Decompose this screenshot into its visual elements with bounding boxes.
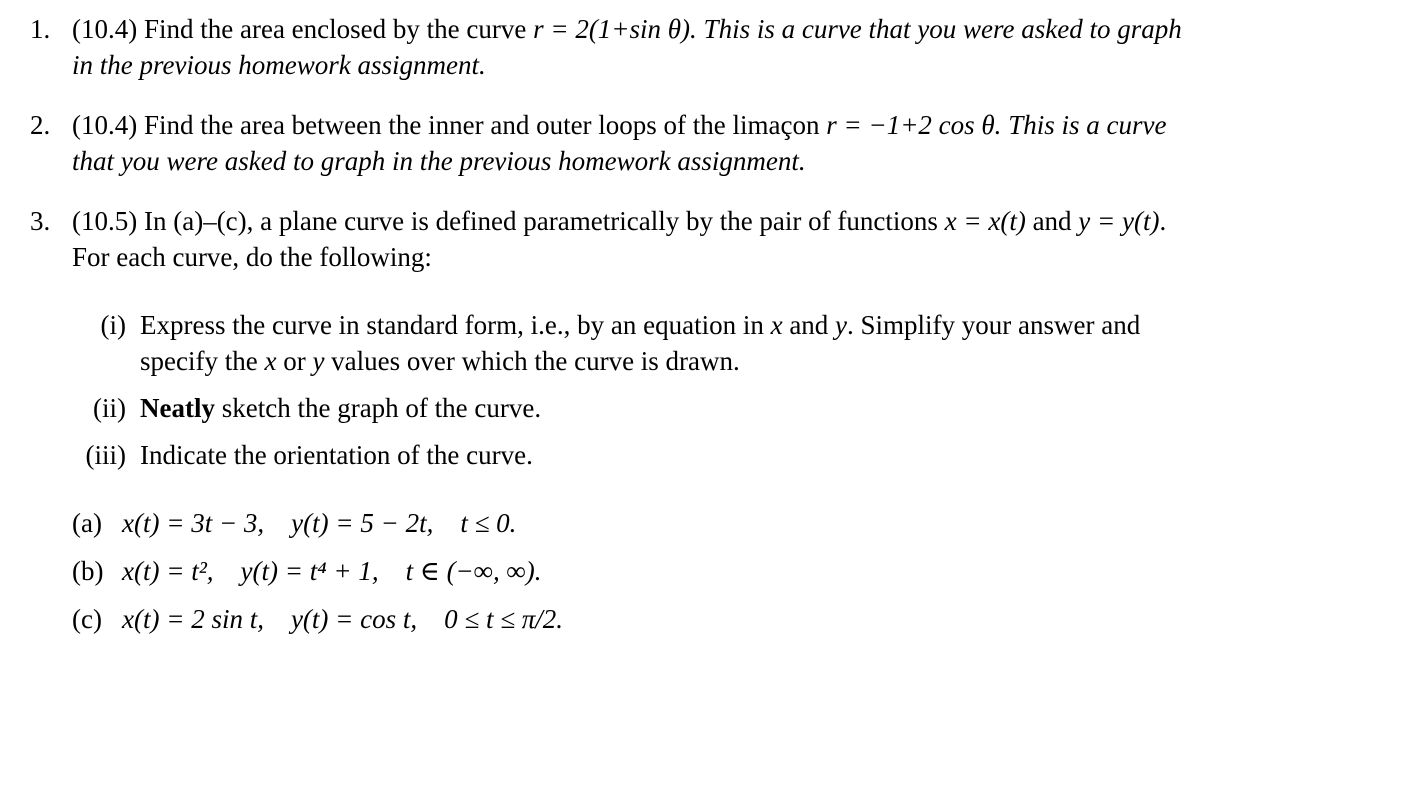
problem-3-math-x: x = x(t)	[944, 206, 1026, 236]
problem-2-number: 2.	[30, 110, 51, 140]
problem-1-line-2: in the previous homework assignment.	[72, 50, 486, 80]
step-iii-line: Indicate the orientation of the curve.	[140, 440, 533, 470]
problem-2-note: This is a curve	[1001, 110, 1167, 140]
problem-3-period: .	[1159, 206, 1167, 236]
part-a-label: (a)	[72, 508, 102, 538]
step-i-text-c: . Simplify your answer and	[847, 310, 1141, 340]
problem-3-prefix: (10.5) In (a)–(c), a plane curve is defined parametrically by the pair of functions	[72, 206, 945, 236]
part-b-equation: x(t) = t², y(t) = t⁴ + 1, t ∈ (−∞, ∞).	[122, 556, 542, 586]
step-i-line-1	[140, 307, 1140, 343]
step-i-label: (i)	[100, 310, 126, 340]
part-c-equation: x(t) = 2 sin t, y(t) = cos t, 0 ≤ t ≤ π/2.	[122, 604, 564, 634]
step-ii-label: (ii)	[93, 393, 126, 423]
part-a-equation: x(t) = 3t − 3, y(t) = 5 − 2t, t ≤ 0.	[122, 508, 517, 538]
problem-1-note: This is a curve that you were asked to graph	[696, 14, 1182, 44]
problem-1-line-1	[72, 11, 1378, 47]
step-iii-label: (iii)	[85, 440, 126, 470]
step-i-text-e: or	[276, 346, 313, 376]
problem-3-and: and	[1025, 206, 1079, 236]
problem-3-line-2: For each curve, do the following:	[72, 242, 432, 272]
part-b-label: (b)	[72, 556, 104, 586]
problem-1-math: r = 2(1+sin θ).	[533, 14, 697, 44]
step-i-text-d: specify the	[140, 346, 265, 376]
step-i-text-f: values over which the curve is drawn.	[324, 346, 740, 376]
step-i-var-y: y	[835, 310, 848, 340]
problem-2-line-2: that you were asked to graph in the previous homework assignment.	[72, 146, 806, 176]
problem-3-line-1	[72, 203, 1378, 239]
step-i-var-y2: y	[312, 346, 325, 376]
problem-1-prefix: (10.4) Find the area enclosed by the curve	[72, 14, 534, 44]
problem-3-number: 3.	[30, 206, 51, 236]
problem-2-prefix: (10.4) Find the area between the inner and outer loops of the limaçon	[72, 110, 827, 140]
problem-2-line-1	[72, 107, 1378, 143]
step-i-text-b: and	[782, 310, 836, 340]
step-i-line-2	[140, 343, 740, 379]
step-i-var-x2: x	[264, 346, 277, 376]
part-c-label: (c)	[72, 604, 102, 634]
step-i-var-x: x	[770, 310, 783, 340]
step-ii-text: sketch the graph of the curve.	[214, 393, 542, 423]
problem-1-number: 1.	[30, 14, 51, 44]
problem-3-math-y: y = y(t)	[1078, 206, 1160, 236]
step-ii-bold: Neatly	[140, 393, 215, 423]
step-i-text-a: Express the curve in standard form, i.e., by an equation in	[140, 310, 771, 340]
step-ii-line	[140, 390, 541, 426]
problem-2-math: r = −1+2 cos θ.	[826, 110, 1002, 140]
